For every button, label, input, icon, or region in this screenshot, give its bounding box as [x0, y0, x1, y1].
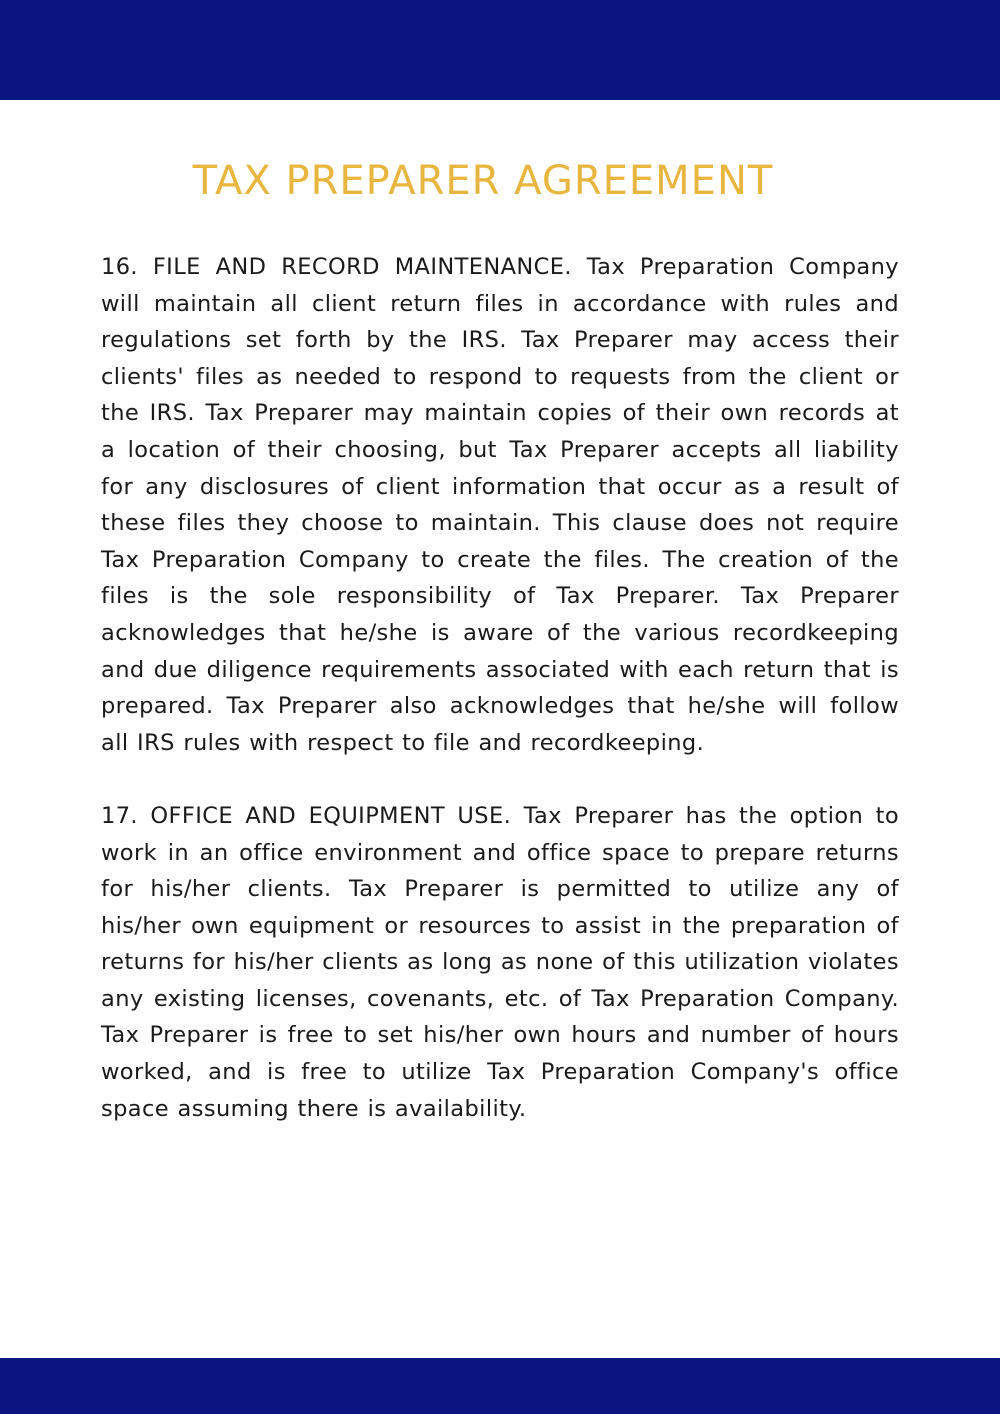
document-body — [101, 249, 899, 1164]
footer-band — [0, 1358, 1000, 1414]
section-file-record-maintenance: 16. FILE AND RECORD MAINTENANCE. Tax Preparation Company will maintain all client return files in accordance with rules and regulations set forth by the IRS. Tax Preparer may access their clients' files as needed to respond to requests from the client or the IRS. Tax Preparer may maintain copies of their own records at a location of their choosing, but Tax Preparer accepts all liability for any disclosures of client information that occur as a result of these files they choose to maintain. This clause does not require Tax Preparation Company to create the files. The creation of the files is the sole responsibility of Tax Preparer. Tax Preparer acknowledges that he/she is aware of the various recordkeeping and due diligence requirements associated with each return that is prepared. Tax Preparer also acknowledges that he/she will follow all IRS rules with respect to file and recordkeeping. — [101, 254, 899, 756]
document-title: TAX PREPARER AGREEMENT — [192, 158, 774, 204]
header-band — [0, 0, 1000, 100]
section-office-equipment-use: 17. OFFICE AND EQUIPMENT USE. Tax Preparer has the option to work in an office environment and office space to prepare returns for his/her clients. Tax Preparer is permitted to utilize any of his/her own equipment or resources to assist in the preparation of returns for his/her clients as long as none of this utilization violates any existing licenses, covenants, etc. of Tax Preparation Company. Tax Preparer is free to set his/her own hours and number of hours worked, and is free to utilize Tax Preparation Company's office space assuming there is availability. — [101, 802, 899, 1122]
